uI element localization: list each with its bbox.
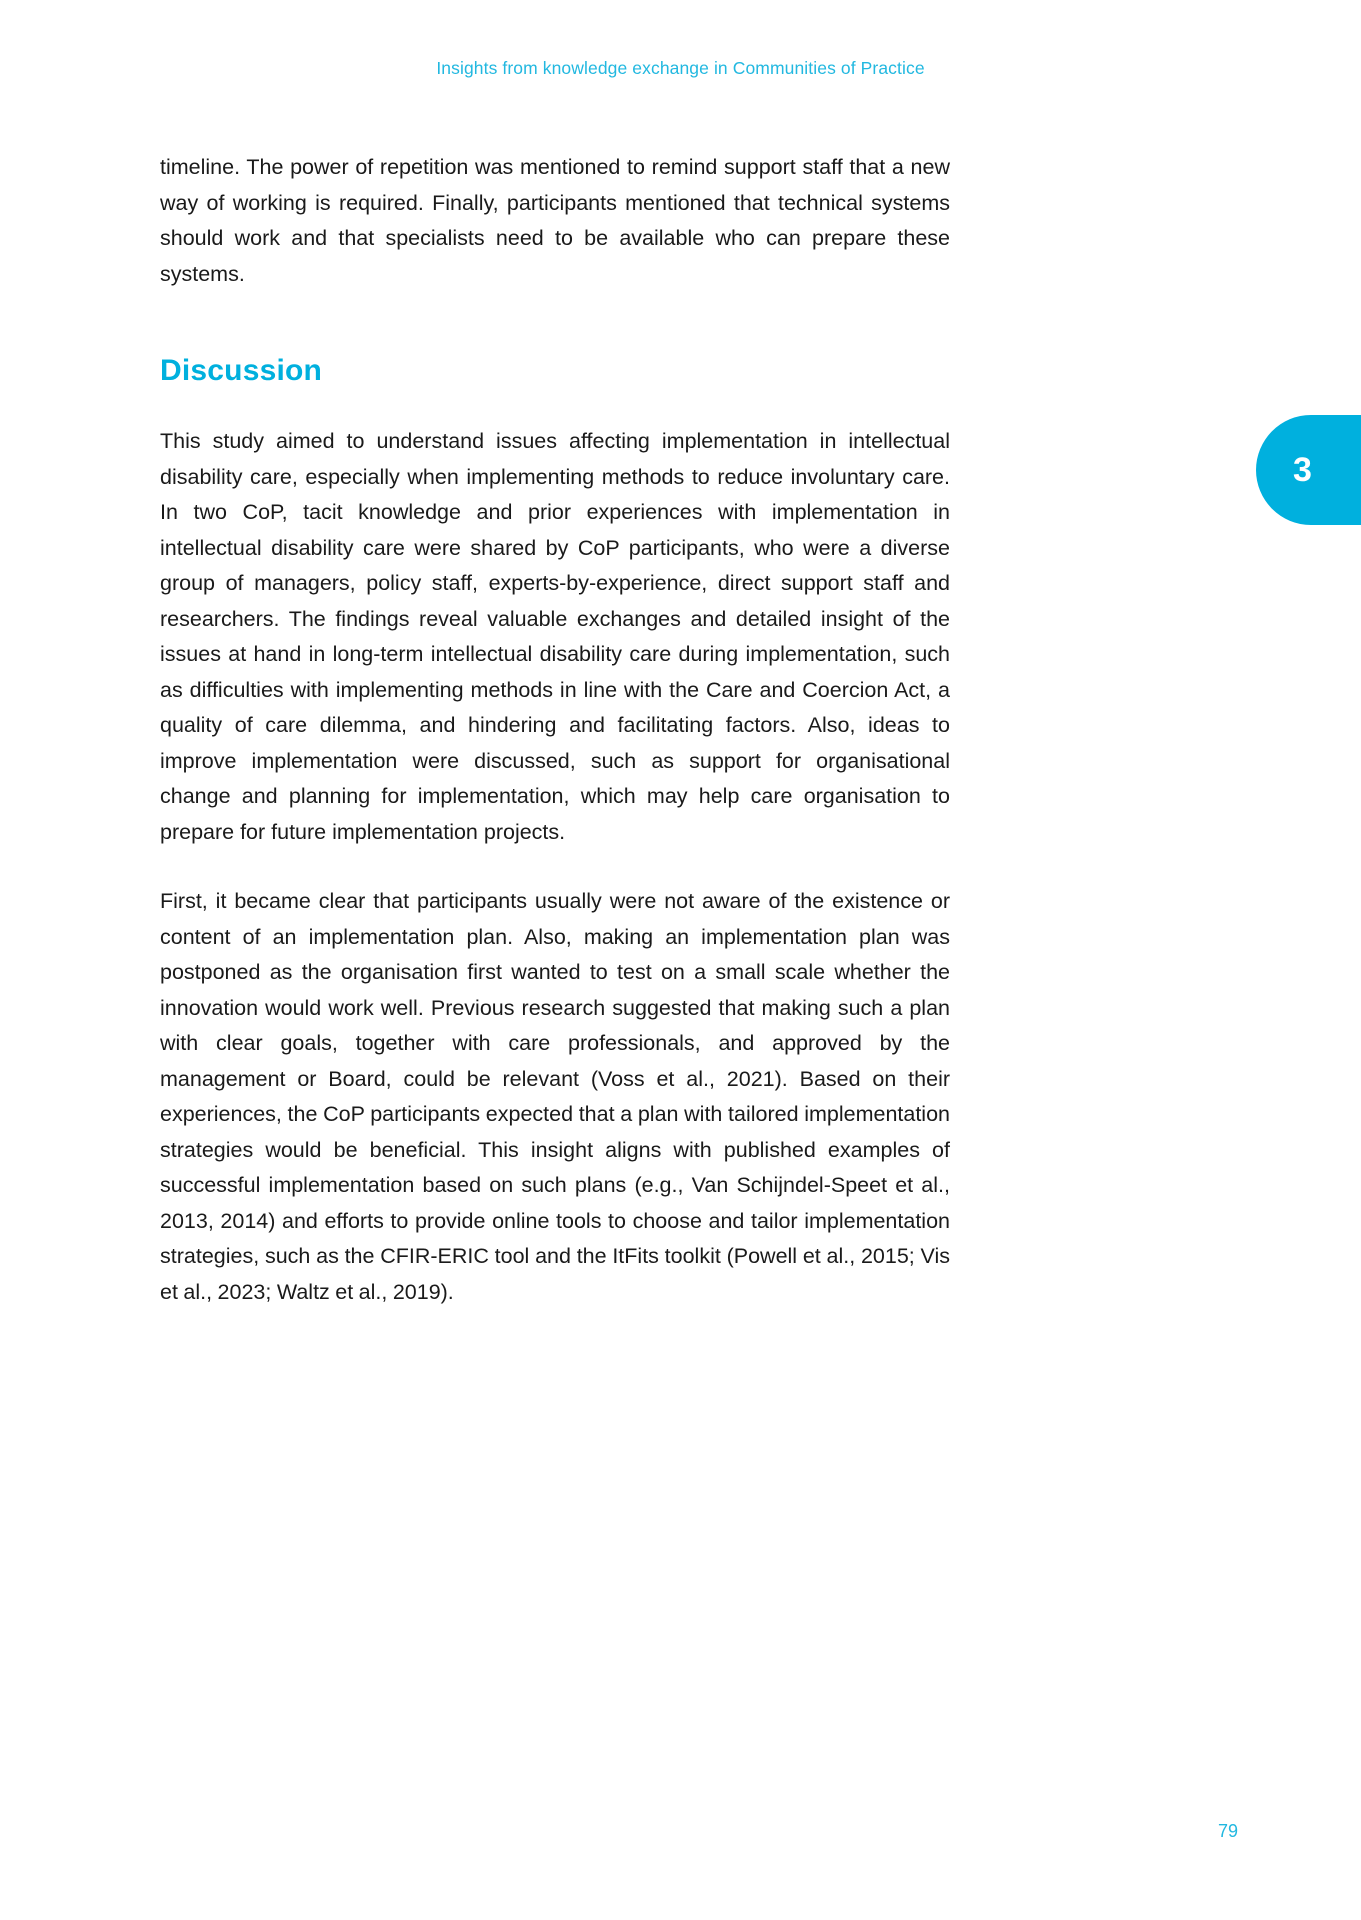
- running-head: Insights from knowledge exchange in Communities of Practice: [436, 58, 925, 78]
- paragraph-continued: timeline. The power of repetition was mentioned to remind support staff that a new way of working is required. Finally, participants mentioned that technical systems should work and that specialists need to be available who can prepare these systems.: [160, 155, 950, 286]
- paragraph-discussion-1: This study aimed to understand issues affecting implementation in intellectual disability care, especially when implementing methods to reduce involuntary care. In two CoP, tacit knowledge and prior experiences with implementation in intellectual disability care were shared by CoP participants, who were a diverse group of managers, policy staff, experts-by-experience, direct support staff and researchers. The findings reveal valuable exchanges and detailed insight of the issues at hand in long-term intellectual disability care during implementation, such as difficulties with implementing methods in line with the Care and Coercion Act, a quality of care dilemma, and hindering and facilitating factors. Also, ideas to improve implementation were discussed, such as support for organisational change and planning for implementation, which may help care organisation to prepare for future implementation projects.: [160, 429, 950, 844]
- page-content: [160, 150, 950, 1310]
- page-number: 79: [1217, 1821, 1238, 1841]
- paragraph-discussion-2: First, it became clear that participants usually were not aware of the existence or content of an implementation plan. Also, making an implementation plan was postponed as the organisation first wanted to test on a small scale whether the innovation would work well. Previous research suggested that making such a plan with clear goals, together with care professionals, and approved by the management or Board, could be relevant (Voss et al., 2021). Based on their experiences, the CoP participants expected that a plan with tailored implementation strategies would be beneficial. This insight aligns with published examples of successful implementation based on such plans (e.g., Van Schijndel-Speet et al., 2013, 2014) and efforts to provide online tools to choose and tailor implementation strategies, such as the CFIR-ERIC tool and the ItFits toolkit (Powell et al., 2015; Vis et al., 2023; Waltz et al., 2019).: [160, 889, 950, 1304]
- section-heading-discussion: Discussion: [160, 354, 323, 387]
- chapter-number-tab: [1256, 415, 1361, 525]
- chapter-number-label: 3: [1293, 450, 1312, 489]
